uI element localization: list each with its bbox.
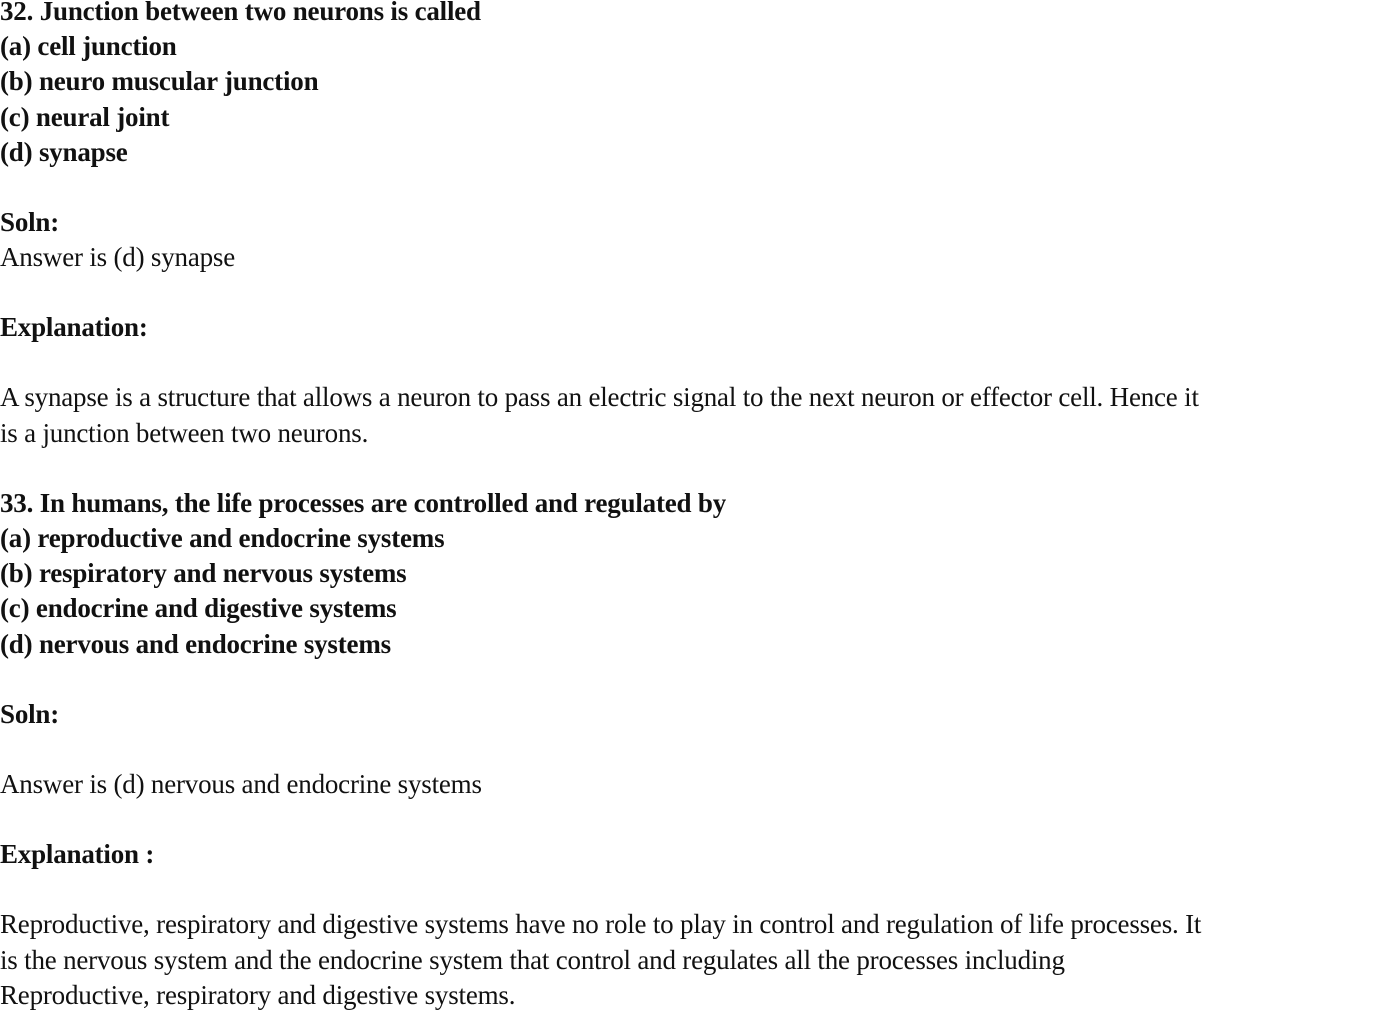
question-32-soln-label: Soln: (0, 207, 60, 237)
question-33-option-b: (b) respiratory and nervous systems (0, 558, 407, 588)
question-33-answer: Answer is (d) nervous and endocrine systems (0, 769, 482, 799)
question-32-option-a: (a) cell junction (0, 31, 177, 61)
question-33-explanation-line-3: Reproductive, respiratory and digestive systems. (0, 980, 516, 1010)
question-33-explanation-label: Explanation : (0, 839, 155, 869)
question-32-option-d: (d) synapse (0, 137, 128, 167)
question-32-answer: Answer is (d) synapse (0, 242, 236, 272)
question-32-explanation-label: Explanation: (0, 312, 148, 342)
question-33-title: 33. In humans, the life processes are controlled and regulated by (0, 488, 727, 518)
question-33-explanation-line-1: Reproductive, respiratory and digestive systems have no role to play in control and regulation of life processes. It (0, 909, 1202, 939)
question-32-option-c: (c) neural joint (0, 102, 170, 132)
question-33-option-d: (d) nervous and endocrine systems (0, 629, 391, 659)
question-32-explanation-line-1: A synapse is a structure that allows a neuron to pass an electric signal to the next neuron or effector cell. Hence it (0, 382, 1199, 412)
question-32-explanation-line-2: is a junction between two neurons. (0, 418, 369, 448)
question-32-option-b: (b) neuro muscular junction (0, 66, 319, 96)
question-33-option-c: (c) endocrine and digestive systems (0, 593, 397, 623)
question-33-soln-label: Soln: (0, 699, 60, 729)
question-33-explanation-line-2: is the nervous system and the endocrine system that control and regulates all the processes including (0, 945, 1065, 975)
question-33-option-a: (a) reproductive and endocrine systems (0, 523, 445, 553)
question-32-title: 32. Junction between two neurons is called (0, 0, 481, 26)
